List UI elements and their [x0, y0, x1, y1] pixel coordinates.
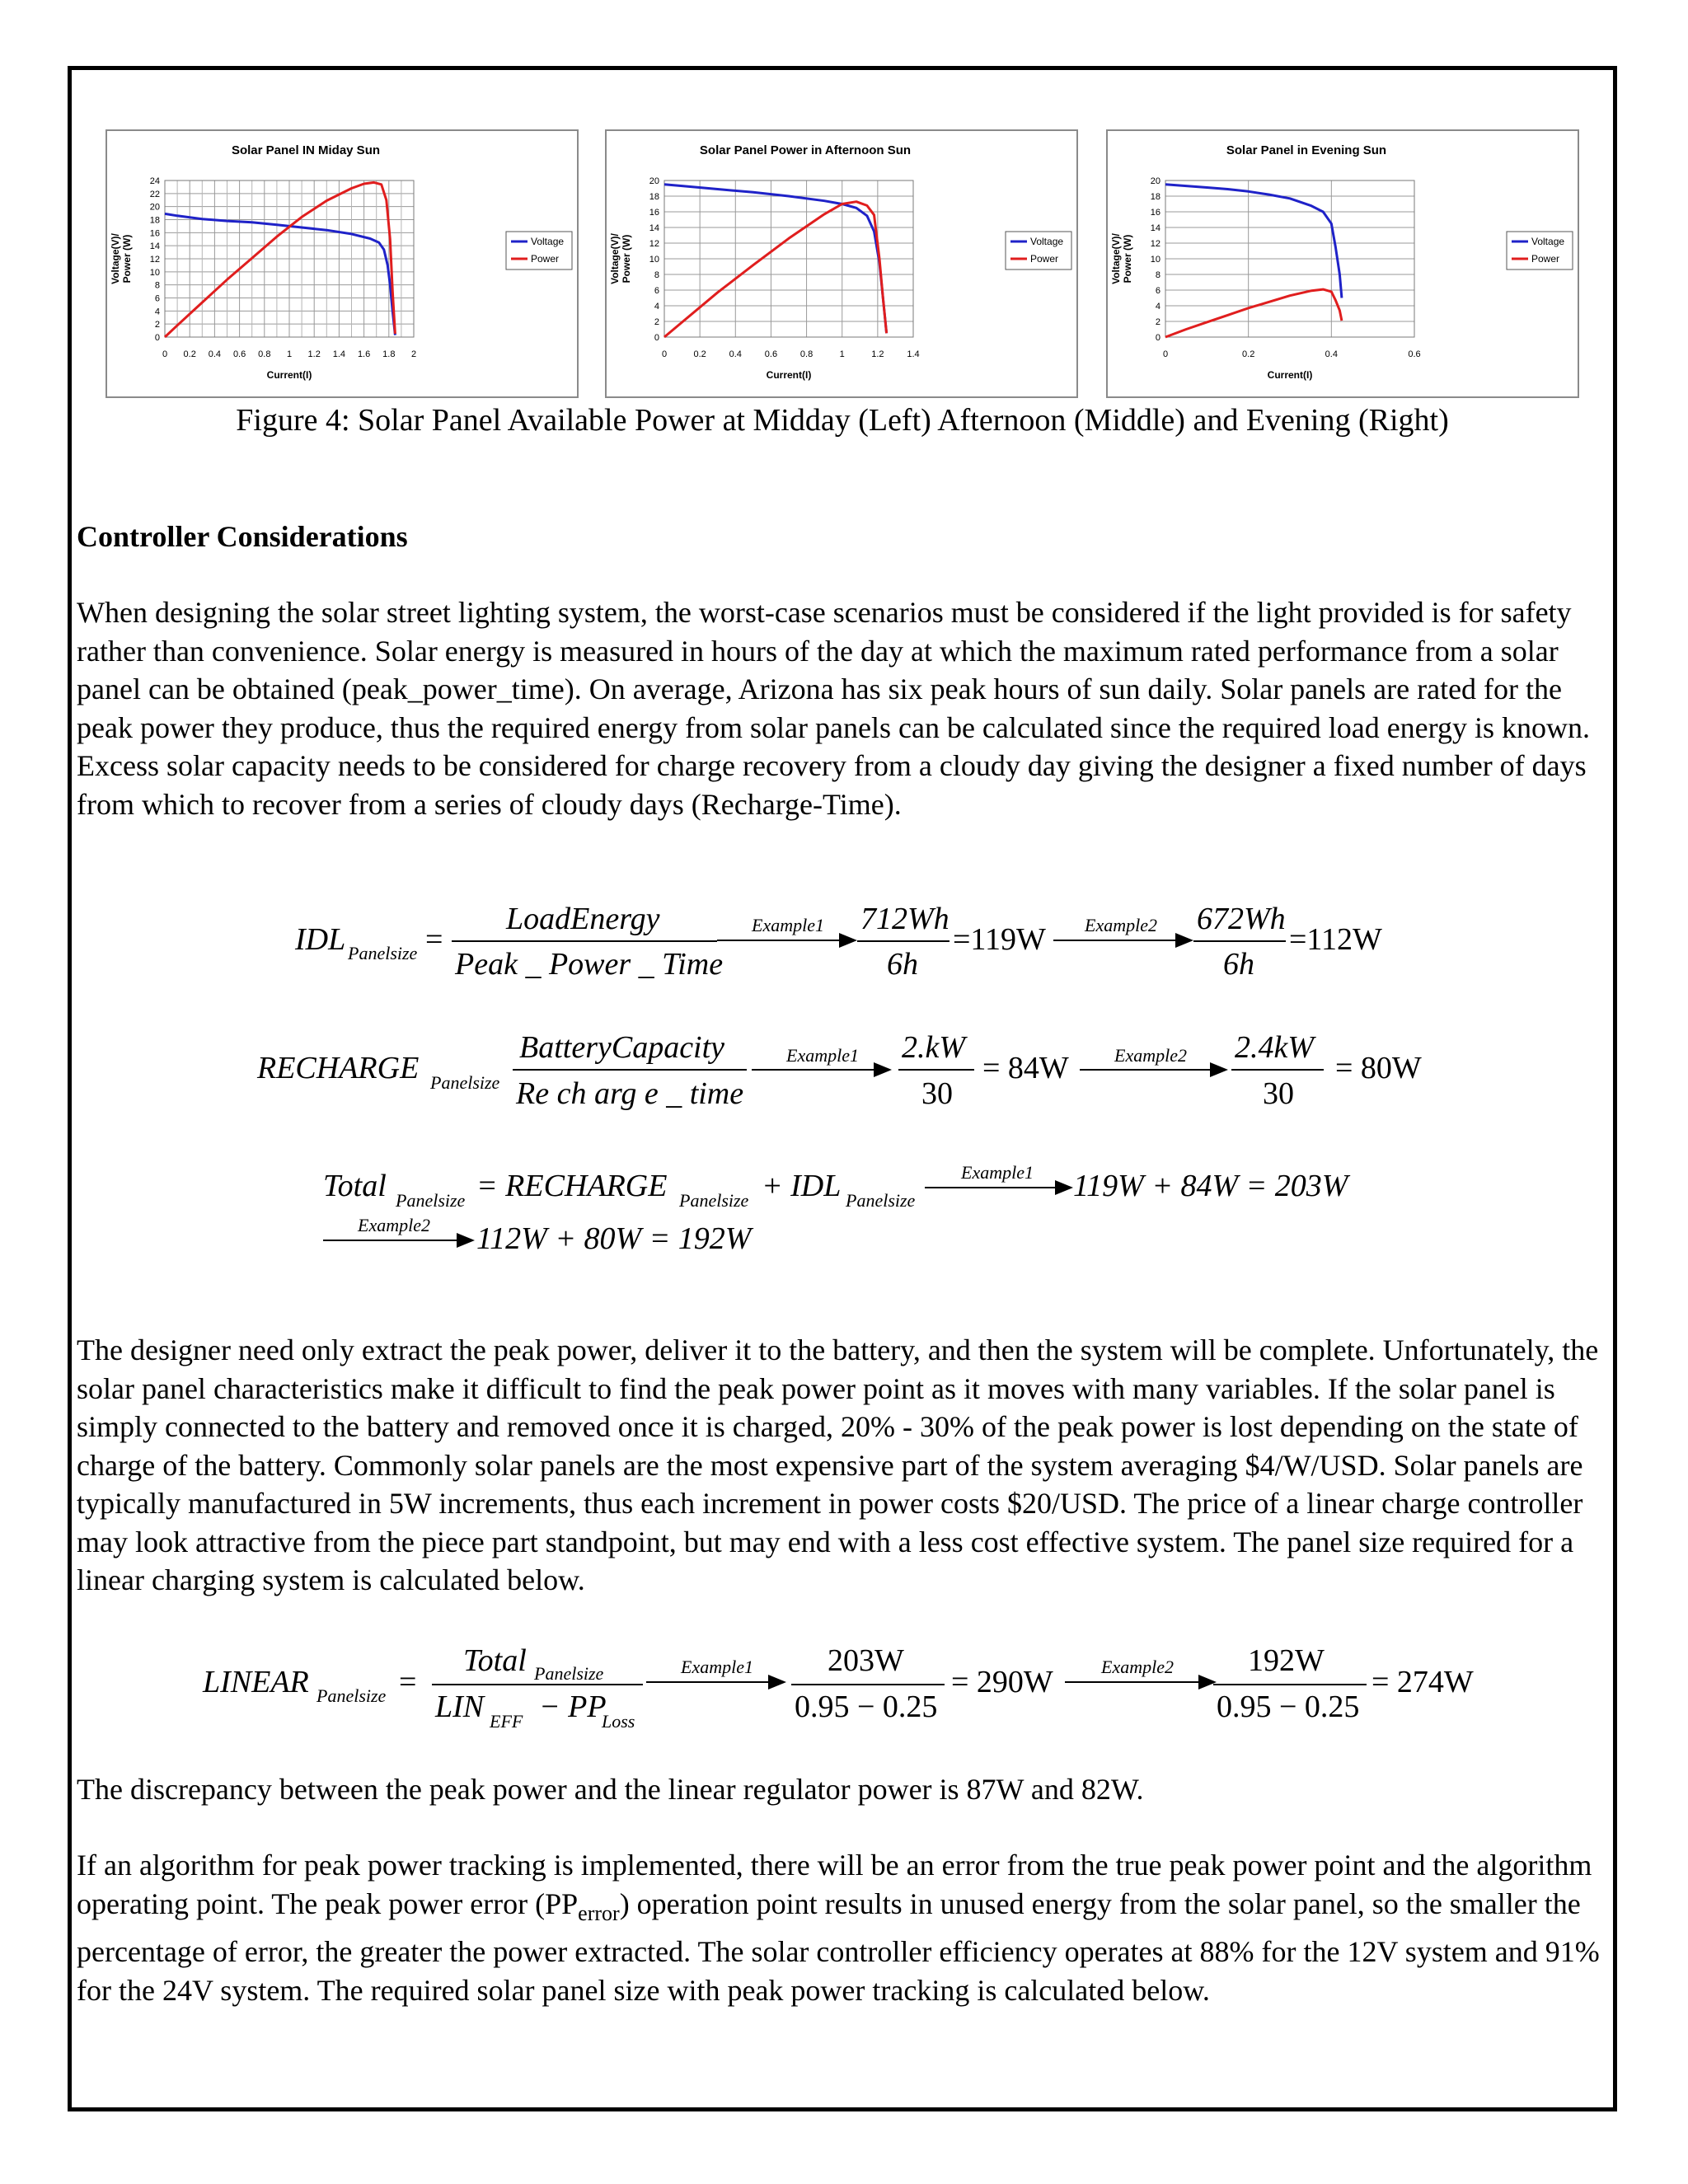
- legend-label-power: Power: [1030, 253, 1059, 265]
- eq-recharge-ex2-label: Example2: [1114, 1045, 1187, 1066]
- eq-idl-ex1-result: =119W: [953, 922, 1046, 957]
- y-tick-label: 2: [154, 320, 160, 330]
- x-tick-label: 0.4: [1325, 349, 1338, 359]
- y-axis-label-line1: Voltage(V)/: [1110, 233, 1122, 284]
- eq-idl-lhs-sub: Panelsize: [348, 943, 418, 963]
- eq-recharge-ex1-den: 30: [921, 1076, 953, 1111]
- eq-total-ex2-label: Example2: [358, 1215, 430, 1235]
- y-tick-label: 8: [1155, 270, 1160, 280]
- eq-linear-num: Total: [463, 1643, 527, 1678]
- y-tick-label: 16: [149, 228, 160, 239]
- chart-midday-svg: [107, 131, 580, 400]
- x-tick-label: 0.6: [232, 349, 246, 359]
- eq-total-ex1-result: 119W + 84W = 203W: [1073, 1169, 1348, 1203]
- eq-idl-den: Peak _ Power _ Time: [455, 947, 724, 982]
- chart-afternoon: [605, 129, 1078, 398]
- eq-linear-ex1-den: 0.95 − 0.25: [795, 1690, 938, 1724]
- y-axis-label-line2: Power (W): [1122, 234, 1133, 284]
- y-tick-label: 22: [149, 189, 160, 199]
- eq-recharge-den: Re ch arg e _ time: [516, 1076, 744, 1111]
- eq-total-lhs: Total: [323, 1169, 387, 1203]
- y-tick-label: 20: [149, 202, 160, 213]
- y-tick-label: 18: [149, 215, 160, 226]
- y-tick-label: 0: [1155, 333, 1160, 343]
- y-tick-label: 14: [149, 241, 160, 252]
- x-tick-label: 1.6: [357, 349, 371, 359]
- y-tick-label: 12: [649, 239, 659, 249]
- legend-label-power: Power: [1531, 253, 1560, 265]
- chart-title: Solar Panel IN Miday Sun: [231, 143, 381, 157]
- chart-title: Solar Panel Power in Afternoon Sun: [699, 143, 912, 157]
- eq-idl-num: LoadEnergy: [506, 902, 660, 936]
- paragraph-intro-text: When designing the solar street lighting system, the worst-case scenarios must be considered if the light provided is for safety rather than convenience. Solar energy is measured in hours of the day at which the maximum rated performance from a solar panel can be obtained (peak_power_time). On average, Arizona has six peak hours of sun daily. Solar panels are rated for the peak power they produce, thus the required energy from solar panels can be calculated since the required load energy is known. Excess solar capacity needs to be considered for charge recovery from a cloudy day giving the designer a fixed number of days from which to recover from a series of cloudy days (Recharge-Time).: [77, 596, 1590, 821]
- eq-recharge-lhs: RECHARGE: [257, 1051, 420, 1085]
- x-tick-label: 0.8: [799, 349, 814, 359]
- x-tick-label: 0.6: [764, 349, 778, 359]
- x-tick-label: 1.4: [332, 349, 346, 359]
- eq-idl-ex2-num: 672Wh: [1197, 902, 1286, 936]
- series-line-power: [1165, 289, 1342, 337]
- paragraph-discrepancy-text: The discrepancy between the peak power and the linear regulator power is 87W and 82W.: [77, 1773, 1144, 1806]
- paragraph-discrepancy: [77, 1770, 1606, 1809]
- y-tick-label: 8: [654, 270, 659, 280]
- eq-idl-ex2-result: =112W: [1289, 922, 1382, 957]
- legend-label-voltage: Voltage: [531, 236, 565, 247]
- x-axis-label: Current(I): [266, 369, 312, 381]
- eq-total-rhs1: = RECHARGE: [476, 1169, 668, 1203]
- series-line-power: [165, 182, 395, 337]
- y-tick-label: 6: [154, 293, 160, 304]
- eq-linear-lhs-sub: Panelsize: [316, 1685, 387, 1706]
- x-tick-label: 0.2: [693, 349, 706, 359]
- x-tick-label: 0.8: [258, 349, 271, 359]
- y-tick-label: 10: [149, 267, 160, 278]
- y-tick-label: 16: [1150, 208, 1160, 218]
- chart-evening-svg: [1108, 131, 1581, 400]
- y-tick-label: 4: [654, 302, 659, 312]
- y-tick-label: 20: [1150, 176, 1160, 186]
- eq-linear-lhs: LINEAR: [203, 1665, 309, 1699]
- x-axis-label: Current(I): [1267, 369, 1313, 381]
- y-tick-label: 2: [654, 317, 659, 327]
- y-tick-label: 14: [649, 223, 659, 233]
- y-tick-label: 6: [654, 286, 659, 296]
- paragraph-tracking-part1: If an algorithm for peak power tracking is implemented, there will be an error from the true peak power point and the algorithm operating point. The peak power error (PP: [77, 1849, 1592, 1920]
- paragraph-intro: [77, 593, 1606, 823]
- eq-recharge-ex1-num: 2.kW: [902, 1030, 966, 1065]
- figure-caption: Figure 4: Solar Panel Available Power at Midday (Left) Afternoon (Middle) and Evening (Right): [236, 403, 1449, 438]
- y-tick-label: 10: [649, 255, 659, 265]
- x-tick-label: 0: [1162, 349, 1169, 359]
- eq-linear-ex2-label: Example2: [1101, 1657, 1174, 1677]
- eq-total-lhs-sub: Panelsize: [396, 1190, 466, 1211]
- y-tick-label: 12: [1150, 239, 1160, 249]
- chart-midday: [106, 129, 579, 398]
- eq-total-rhs2-sub: Panelsize: [846, 1190, 916, 1211]
- x-tick-label: 1: [839, 349, 845, 359]
- eq-linear-ex2-num: 192W: [1248, 1643, 1325, 1678]
- eq-total-ex1-label: Example1: [961, 1162, 1034, 1183]
- eq-recharge-ex2-result: = 80W: [1335, 1051, 1422, 1085]
- eq-idl-ex1-label: Example1: [752, 915, 824, 935]
- y-tick-label: 6: [1155, 286, 1160, 296]
- eq-recharge-ex1-result: = 84W: [982, 1051, 1069, 1085]
- y-axis-label-line1: Voltage(V)/: [609, 233, 621, 284]
- legend-label-power: Power: [531, 253, 560, 265]
- x-tick-label: 0.4: [208, 349, 222, 359]
- series-line-voltage: [1165, 185, 1342, 298]
- legend-label-voltage: Voltage: [1030, 236, 1064, 247]
- y-tick-label: 18: [649, 192, 659, 202]
- eq-recharge-ex1-label: Example1: [786, 1045, 859, 1066]
- eq-idl-lhs: IDL: [295, 922, 346, 957]
- eq-idl-equals: =: [425, 922, 443, 957]
- x-tick-label: 1.2: [871, 349, 884, 359]
- eq-linear-ex1-num: 203W: [828, 1643, 904, 1678]
- section-heading: Controller Considerations: [77, 520, 408, 553]
- x-tick-label: 0: [661, 349, 668, 359]
- eq-linear-ex1-result: = 290W: [951, 1665, 1053, 1699]
- eq-recharge-ex2-den: 30: [1263, 1076, 1294, 1111]
- series-line-voltage: [165, 213, 395, 335]
- y-tick-label: 18: [1150, 192, 1160, 202]
- y-axis-label-line2: Power (W): [621, 234, 632, 284]
- eq-idl-ex1-den: 6h: [887, 947, 918, 982]
- chart-title: Solar Panel in Evening Sun: [1226, 143, 1387, 157]
- y-tick-label: 4: [154, 307, 160, 317]
- x-tick-label: 1.2: [307, 349, 321, 359]
- y-tick-label: 0: [154, 333, 160, 343]
- eq-linear-den-a-sub: EFF: [490, 1711, 523, 1732]
- eq-linear-den-a: LIN: [435, 1690, 485, 1724]
- series-line-power: [664, 202, 887, 337]
- chart-evening: [1106, 129, 1579, 398]
- y-tick-label: 14: [1150, 223, 1160, 233]
- x-tick-label: 0.2: [183, 349, 196, 359]
- eq-idl-ex2-den: 6h: [1223, 947, 1254, 982]
- paragraph-peak-power-text: The designer need only extract the peak power, deliver it to the battery, and then the system will be complete. Unfortunately, the solar panel characteristics make it difficult to find the peak power point as it moves with many variables. If the solar panel is simply connected to the battery and removed once it is charged, 20% - 30% of the peak power is lost depending on the state of charge of the battery. Commonly solar panels are the most expensive part of the system averaging $4/W/USD. Solar panels are typically manufactured in 5W increments, thus each increment in power costs $20/USD. The price of a linear charge controller may look attractive from the piece part standpoint, but may end with a less cost effective system. The panel size required for a linear charging system is calculated below.: [77, 1333, 1599, 1596]
- y-axis-label-line1: Voltage(V)/: [110, 233, 121, 284]
- x-tick-label: 1.4: [907, 349, 920, 359]
- paragraph-tracking: [77, 1846, 1606, 2009]
- y-tick-label: 8: [154, 280, 160, 291]
- paragraph-tracking-part2: ) operation point results in unused energy from the solar panel, so the smaller the percentage of error, the greater the power extracted. The solar controller efficiency operates at 88% for the 12V system and 91% for the 24V system. The required solar panel size with peak power tracking is calculated below.: [77, 1886, 1600, 2007]
- pp-error-subscript: error: [578, 1900, 620, 1925]
- x-tick-label: 0.4: [729, 349, 742, 359]
- x-axis-label: Current(I): [766, 369, 812, 381]
- eq-idl-ex1-num: 712Wh: [860, 902, 950, 936]
- eq-recharge-lhs-sub: Panelsize: [430, 1072, 500, 1093]
- eq-recharge-num: BatteryCapacity: [519, 1030, 725, 1065]
- y-tick-label: 10: [1150, 255, 1160, 265]
- legend-label-voltage: Voltage: [1531, 236, 1565, 247]
- eq-recharge-ex2-num: 2.4kW: [1235, 1030, 1315, 1065]
- y-tick-label: 24: [149, 176, 160, 186]
- y-axis-label-line2: Power (W): [121, 234, 133, 284]
- eq-idl-ex2-label: Example2: [1085, 915, 1157, 935]
- y-tick-label: 20: [649, 176, 659, 186]
- y-tick-label: 0: [654, 333, 659, 343]
- eq-linear-ex2-den: 0.95 − 0.25: [1217, 1690, 1360, 1724]
- x-tick-label: 0: [162, 349, 168, 359]
- y-tick-label: 16: [649, 208, 659, 218]
- y-tick-label: 12: [149, 255, 160, 265]
- x-tick-label: 0.2: [1242, 349, 1255, 359]
- eq-linear-ex2-result: = 274W: [1372, 1665, 1474, 1699]
- eq-linear-equals: =: [399, 1665, 417, 1699]
- eq-total-ex2-result: 112W + 80W = 192W: [476, 1221, 752, 1256]
- eq-linear-den-b: − PP: [539, 1690, 607, 1724]
- x-tick-label: 1: [286, 349, 293, 359]
- paragraph-tracking-text: [77, 1846, 1606, 2009]
- eq-total-rhs1-sub: Panelsize: [679, 1190, 749, 1211]
- paragraph-peak-power: [77, 1331, 1606, 1600]
- y-tick-label: 4: [1155, 302, 1160, 312]
- chart-afternoon-svg: [607, 131, 1080, 400]
- eq-linear-den-b-sub: Loss: [602, 1711, 635, 1732]
- y-tick-label: 2: [1155, 317, 1160, 327]
- eq-linear-num-sub: Panelsize: [534, 1663, 604, 1684]
- x-tick-label: 0.6: [1408, 349, 1421, 359]
- eq-linear-ex1-label: Example1: [681, 1657, 753, 1677]
- x-tick-label: 2: [410, 349, 417, 359]
- eq-total-rhs2: + IDL: [762, 1169, 842, 1203]
- x-tick-label: 1.8: [382, 349, 396, 359]
